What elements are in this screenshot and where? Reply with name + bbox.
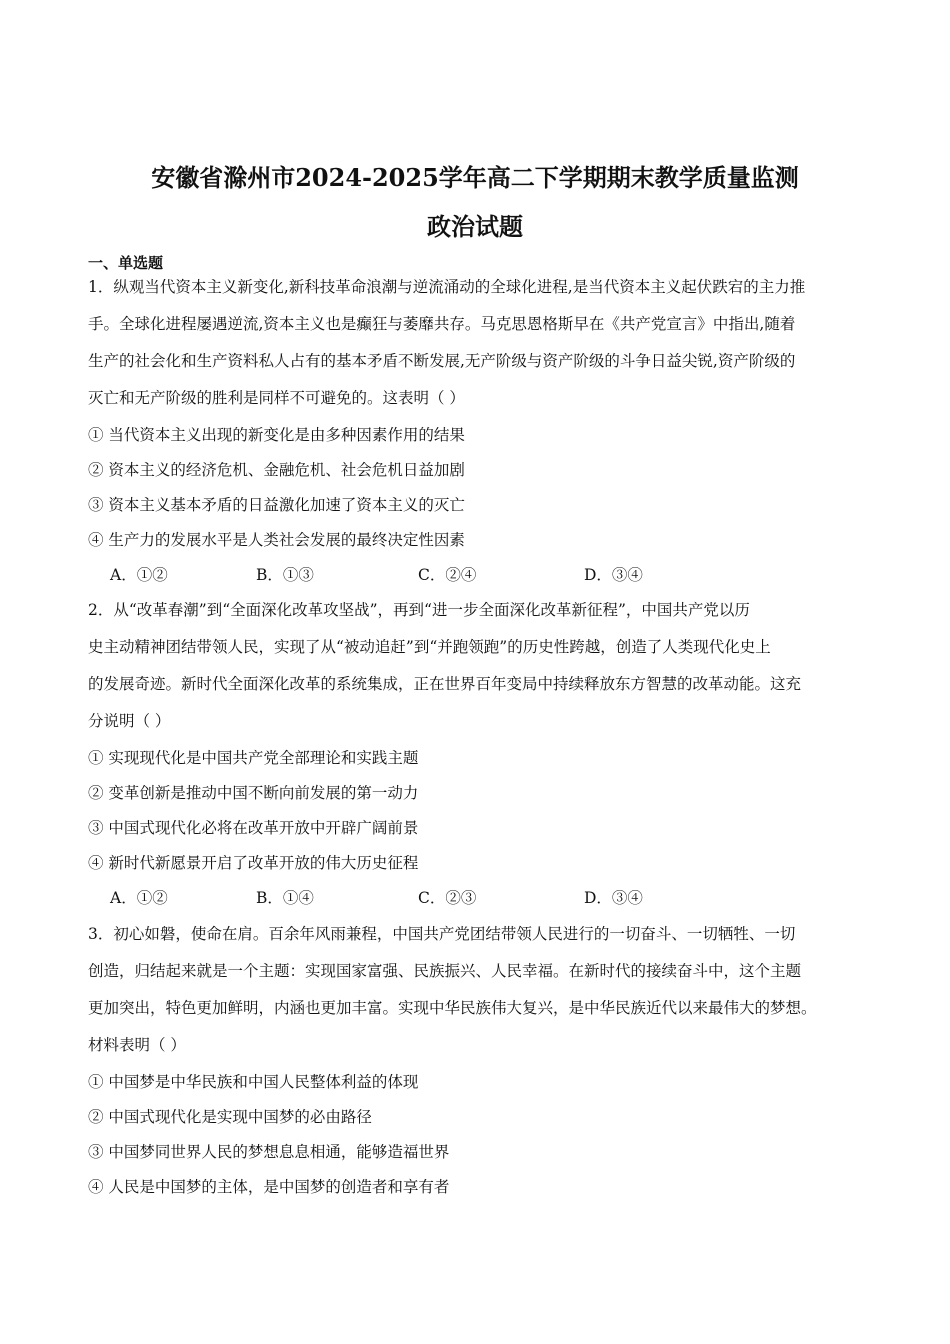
question-option: ② 资本主义的经济危机、金融危机、社会危机日益加剧: [88, 461, 465, 479]
question-stem-line: 1．纵观当代资本主义新变化,新科技革命浪潮与逆流涌动的全球化进程,是当代资本主义起伏跌宕的主力推: [88, 278, 806, 296]
question-stem-line: 的发展奇迹。新时代全面深化改革的系统集成，正在世界百年变局中持续释放东方智慧的改革动能。这充: [88, 675, 802, 693]
question-stem-line: 灭亡和无产阶级的胜利是同样不可避免的。这表明（ ）: [88, 389, 465, 407]
choice-c[interactable]: C．②④: [418, 566, 477, 584]
question-option: ① 当代资本主义出现的新变化是由多种因素作用的结果: [88, 426, 465, 444]
question-stem-line: 更加突出，特色更加鲜明，内涵也更加丰富。实现中华民族伟大复兴，是中华民族近代以来最伟大的梦想。: [88, 999, 817, 1017]
question-option: ③ 中国式现代化必将在改革开放中开辟广阔前景: [88, 819, 419, 837]
choice-b[interactable]: B．①③: [256, 566, 314, 584]
question-stem-line: 3．初心如磐，使命在肩。百余年风雨兼程，中国共产党团结带领人民进行的一切奋斗、一切牺牲、一切: [88, 925, 796, 943]
question-stem-line: 材料表明（ ）: [88, 1036, 186, 1054]
answer-choices: [88, 887, 848, 909]
question-stem-line: 2．从“改革春潮”到“全面深化改革攻坚战”，再到“进一步全面深化改革新征程”，中国共产党以历: [88, 601, 750, 619]
question-stem-line: 手。全球化进程屡遇逆流,资本主义也是癫狂与萎靡共存。马克思恩格斯早在《共产党宣言》中指出,随着: [88, 315, 796, 333]
document-subtitle: 政治试题: [427, 212, 523, 241]
choice-a[interactable]: A．①②: [110, 566, 168, 584]
question-option: ③ 中国梦同世界人民的梦想息息相通，能够造福世界: [88, 1143, 450, 1161]
question-option: ① 中国梦是中华民族和中国人民整体利益的体现: [88, 1073, 419, 1091]
question-option: ② 变革创新是推动中国不断向前发展的第一动力: [88, 784, 419, 802]
question-option: ② 中国式现代化是实现中国梦的必由路径: [88, 1108, 372, 1126]
choice-c[interactable]: C．②③: [418, 889, 477, 907]
question-stem-line: 史主动精神团结带领人民，实现了从“被动追赶”到“并跑领跑”的历史性跨越，创造了人类现代化史上: [88, 638, 771, 656]
choice-d[interactable]: D．③④: [584, 566, 643, 584]
question-option: ④ 新时代新愿景开启了改革开放的伟大历史征程: [88, 854, 419, 872]
question-option: ③ 资本主义基本矛盾的日益激化加速了资本主义的灭亡: [88, 496, 465, 514]
section-heading: 一、单选题: [88, 254, 164, 272]
question-option: ① 实现现代化是中国共产党全部理论和实践主题: [88, 749, 419, 767]
choice-a[interactable]: A．①②: [110, 889, 168, 907]
question-stem-line: 分说明（ ）: [88, 712, 171, 730]
question-option: ④ 人民是中国梦的主体，是中国梦的创造者和享有者: [88, 1178, 450, 1196]
choice-d[interactable]: D．③④: [584, 889, 643, 907]
answer-choices: [88, 564, 848, 586]
choice-b[interactable]: B．①④: [256, 889, 314, 907]
document-title: 安徽省滁州市2024-2025学年高二下学期期末教学质量监测: [151, 163, 799, 192]
question-stem-line: 生产的社会化和生产资料私人占有的基本矛盾不断发展,无产阶级与资产阶级的斗争日益尖锐,资产阶级的: [88, 352, 796, 370]
question-option: ④ 生产力的发展水平是人类社会发展的最终决定性因素: [88, 531, 465, 549]
question-stem-line: 创造，归结起来就是一个主题：实现国家富强、民族振兴、人民幸福。在新时代的接续奋斗中，这个主题: [88, 962, 802, 980]
